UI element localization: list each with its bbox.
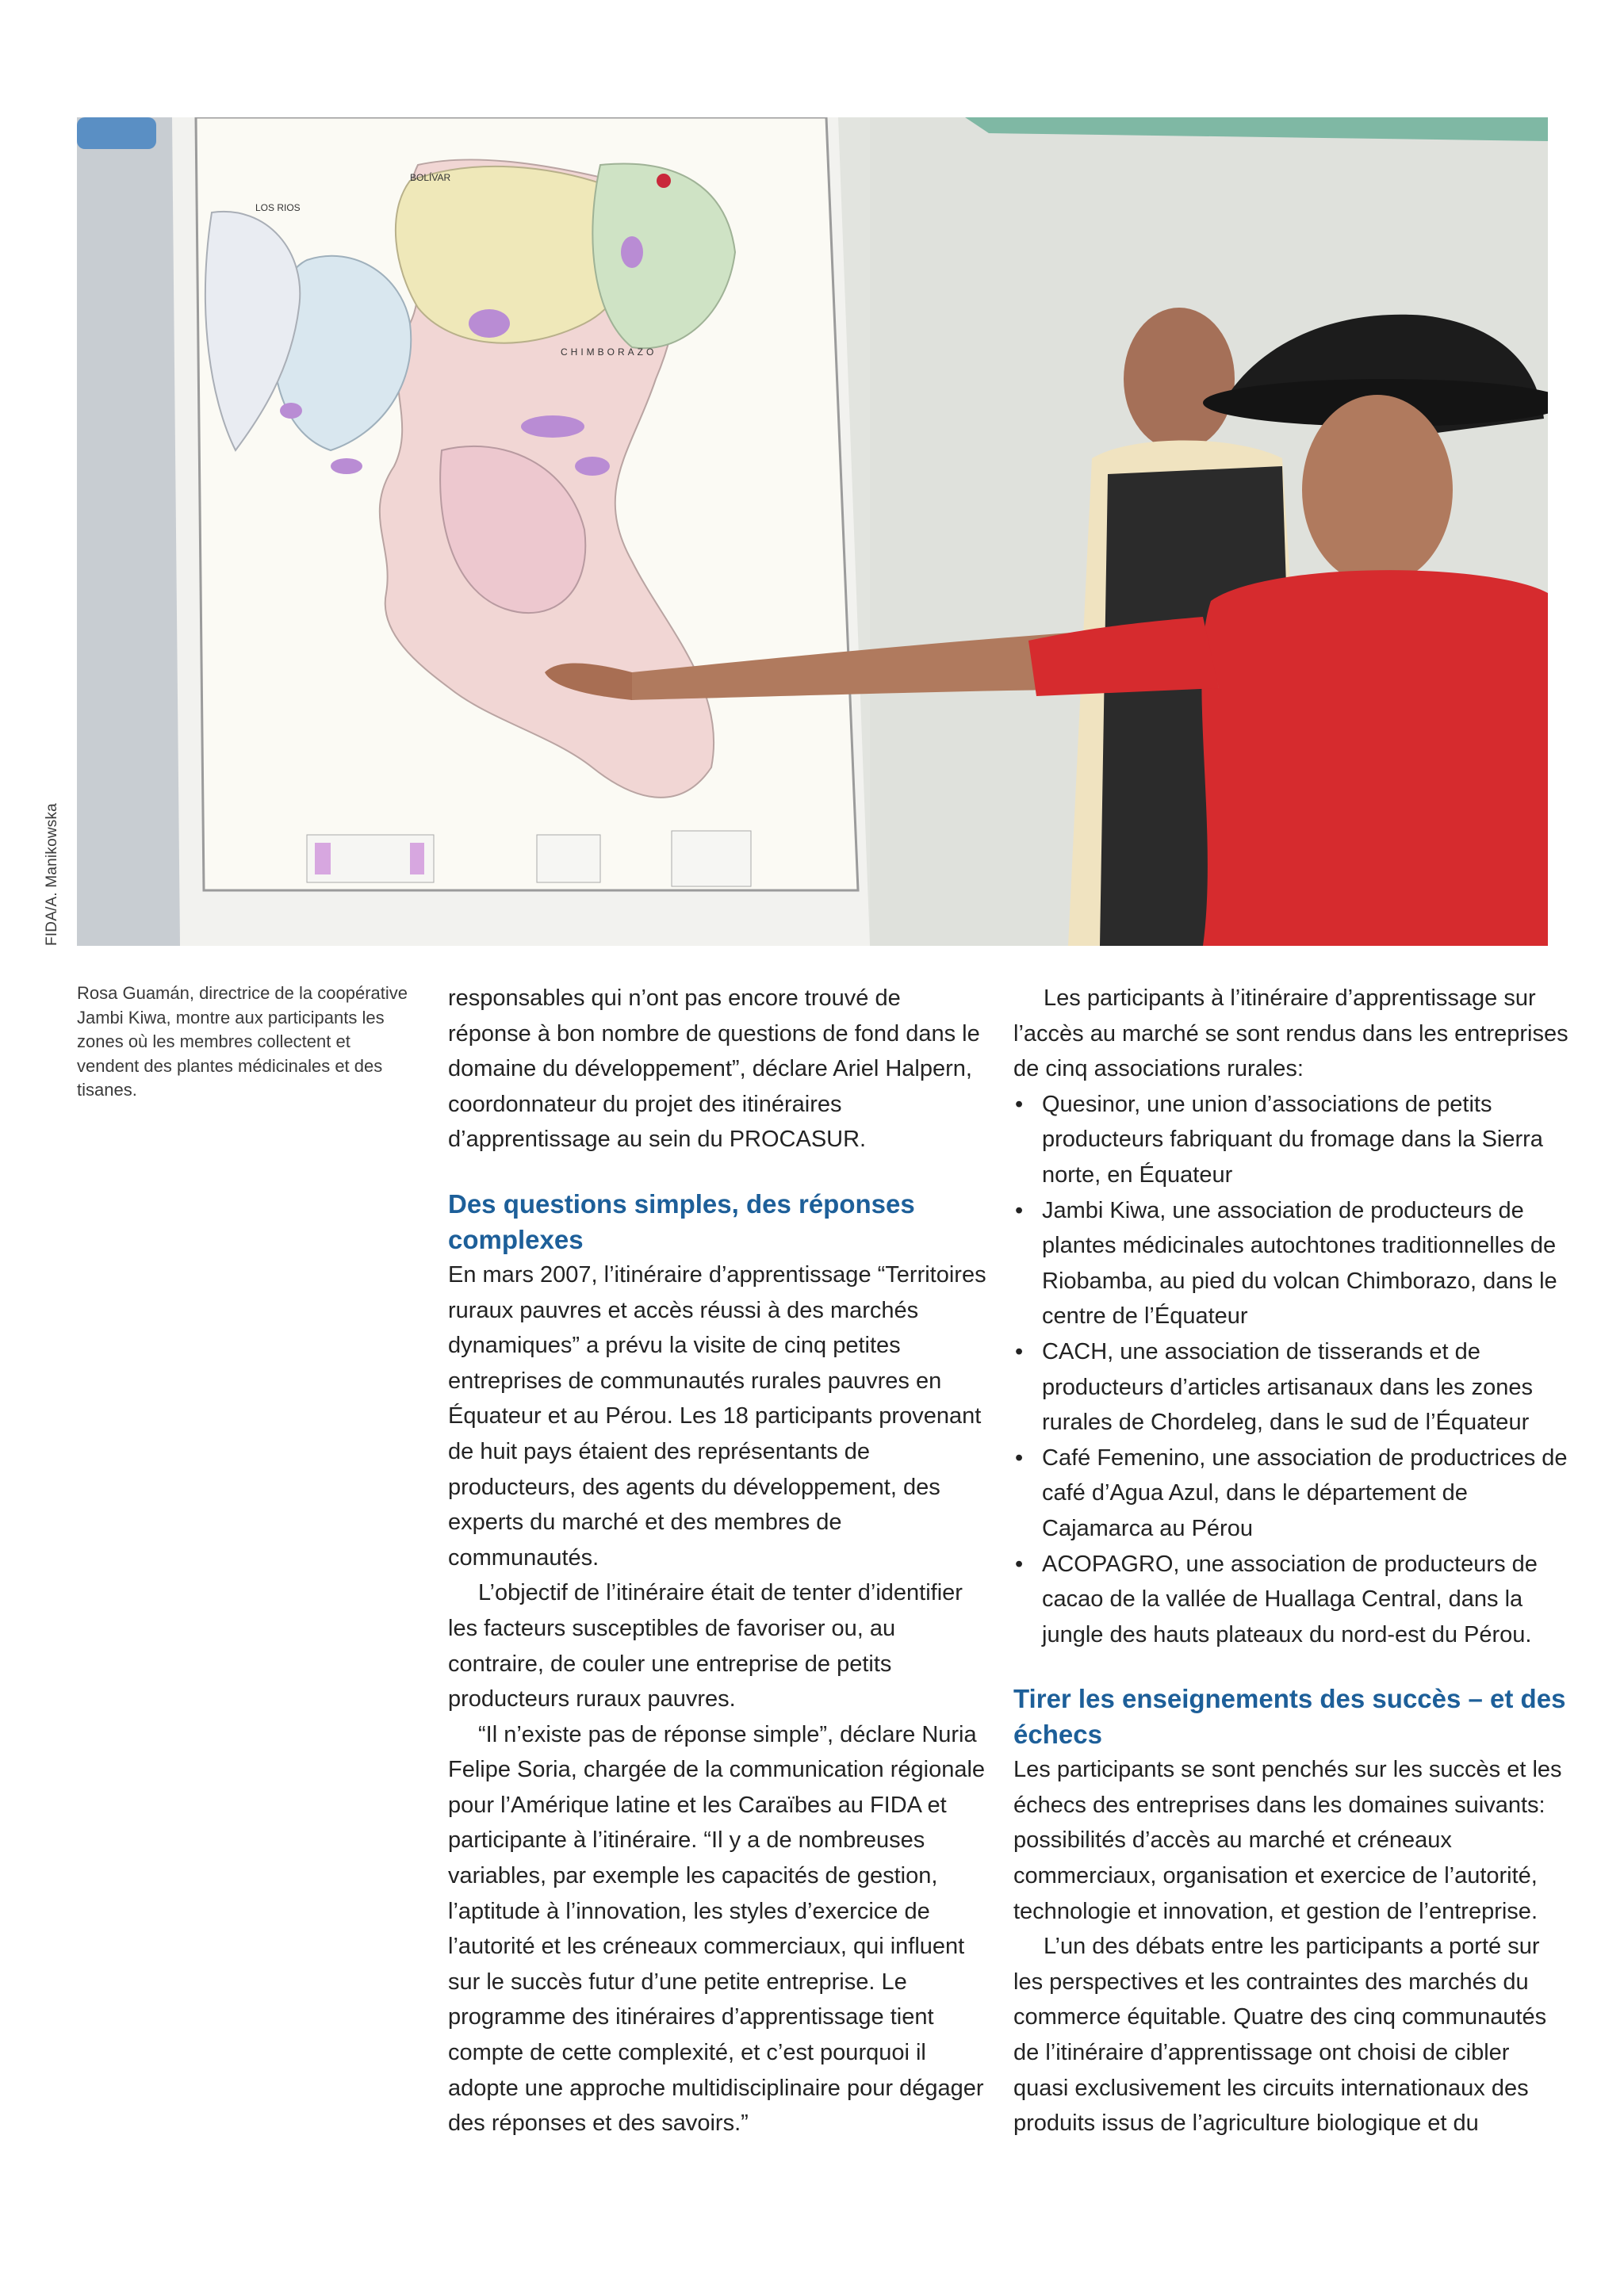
body-paragraph: Les participants se sont penchés sur les succès et les échecs des entreprises dans les domaines suivants: possibilités d’accès au marché et créneaux commerciaux, organisation et exercice de l’autorité, technologie et innovation, et gestion de l’entreprise. <box>1013 1757 1562 1924</box>
map-label-chimborazo: CHIMBORAZO <box>561 346 657 358</box>
list-item <box>1013 1334 1568 1441</box>
photo-credit: FIDA/A. Manikowska <box>44 803 60 946</box>
body-paragraph: “Il n’existe pas de réponse simple”, déclare Nuria Felipe Soria, chargée de la communication régionale pour l’Amérique latine et les Caraïbes au FIDA et participante à l’itinéraire. “Il y a de nombreuses variables, par exemple les capacités de gestion, l’aptitude à l’innovation, les styles d’exercice de l’autorité et les créneaux commerciaux, qui influent sur le succès futur d’une petite entreprise. Le programme des itinéraires d’apprentissage tient compte de cette complexité, et c’est pourquoi il adopte une approche multidisciplinaire pour dégager des réponses et des savoirs.” <box>448 1721 986 2137</box>
list-item-text: CACH, une association de tisserands et de producteurs d’articles artisanaux dans les zones rurales de Chordeleg, dans le sud de l’Équateur <box>1042 1338 1533 1436</box>
article-column-right <box>1013 981 1568 2141</box>
article-column-middle <box>448 981 987 2141</box>
body-paragraph: En mars 2007, l’itinéraire d’apprentissage “Territoires ruraux pauvres et accès réussi à des marchés dynamiques” a prévu la visite de cinq petites entreprises de communautés rurales pauvres en Équateur et au Pérou. Les 18 participants provenant de huit pays étaient des représentants de producteurs, des agents du développement, des experts du marché et des membres de communautés. <box>448 1261 986 1571</box>
bullet-icon: • <box>1015 1551 1024 1577</box>
bullet-icon: • <box>1015 1338 1024 1364</box>
map-label-bolivar: BOLÍVAR <box>410 172 451 183</box>
list-item-text: ACOPAGRO, une association de producteurs de cacao de la vallée de Huallaga Central, dans la jungle des hauts plateaux du nord-est du Pérou. <box>1042 1551 1538 1647</box>
list-item-text: Quesinor, une union d’associations de petits producteurs fabriquant du fromage dans la Sierra norte, en Équateur <box>1042 1091 1543 1188</box>
map-label-los-rios: LOS RIOS <box>255 202 301 213</box>
list-item-text: Café Femenino, une association de productrices de café d’Agua Azul, dans le département de Cajamarca au Pérou <box>1042 1445 1568 1541</box>
list-item-text: Jambi Kiwa, une association de producteurs de plantes médicinales autochtones traditionnelles de Riobamba, au pied du volcan Chimborazo, dans le centre de l’Équateur <box>1042 1197 1557 1330</box>
bullet-icon: • <box>1015 1091 1024 1117</box>
bullet-icon: • <box>1015 1197 1024 1223</box>
body-paragraph: L’objectif de l’itinéraire était de tenter d’identifier les facteurs susceptibles de favoriser ou, au contraire, de couler une entreprise de petits producteurs ruraux pauvres. <box>448 1580 963 1712</box>
photo-caption: Rosa Guamán, directrice de la coopérative Jambi Kiwa, montre aux participants les zones où les membres collectent et vendent des plantes médicinales et des tisanes. <box>77 983 408 1100</box>
intro-paragraph: responsables qui n’ont pas encore trouvé de réponse à bon nombre de questions de fond dans le domaine du développement”, déclare Ariel Halpern, coordonnateur du projet des itinéraires d’apprentissage au sein du PROCASUR. <box>448 985 980 1153</box>
association-list <box>1013 1087 1568 1653</box>
photo-map-presentation <box>77 117 1548 946</box>
section-heading-lessons: Tirer les enseignements des succès – et des échecs <box>1013 1684 1566 1750</box>
section-heading-simple-questions: Des questions simples, des réponses complexes <box>448 1188 915 1254</box>
body-paragraph: L’un des débats entre les participants a porté sur les perspectives et les contraintes des marchés du commerce équitable. Quatre des cinq communautés de l’itinéraire d’apprentissage ont choisi de cibler quasi exclusivement les circuits internationaux des produits issus de l’agriculture biologique et du <box>1013 1934 1547 2137</box>
list-item <box>1013 1547 1568 1653</box>
intro-paragraph: Les participants à l’itinéraire d’apprentissage sur l’accès au marché se sont rendus dans les entreprises de cinq associations rurales: <box>1013 985 1568 1082</box>
list-item <box>1013 1193 1568 1334</box>
list-item <box>1013 1087 1568 1193</box>
list-item <box>1013 1441 1568 1547</box>
bullet-icon: • <box>1015 1445 1024 1471</box>
photo-illustration <box>77 117 1548 946</box>
